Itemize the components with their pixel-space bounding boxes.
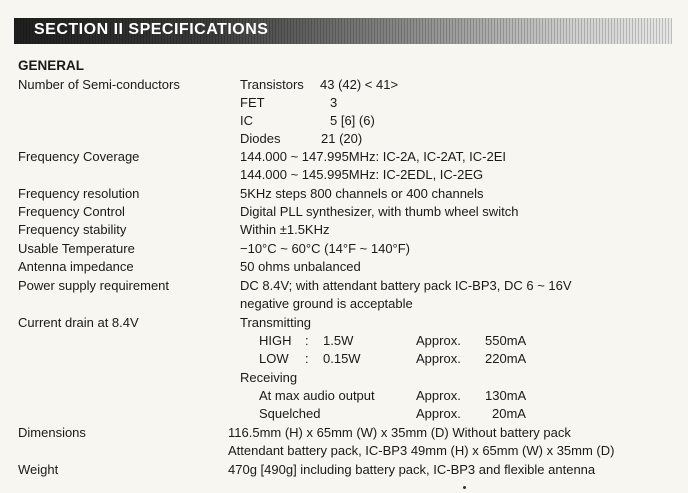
general-heading: GENERAL [18,58,85,73]
spec-value: Within ±1.5KHz [240,222,330,237]
section-title: SECTION II SPECIFICATIONS [34,21,269,38]
spec-value: 5KHz steps 800 channels or 400 channels [240,186,484,201]
spec-label: Current drain at 8.4V [18,315,139,330]
scan-speck [463,486,466,489]
mode-label: Squelched [259,406,321,421]
spec-label: Frequency stability [18,222,127,237]
spec-row-frequency-coverage-2 [18,166,678,184]
transmitting-label: Transmitting [240,315,312,330]
semiconductor-name: FET [240,95,265,110]
spec-value: DC 8.4V; with attendant battery pack IC-BP3, DC 6 ~ 16V [240,278,572,293]
spec-label: Usable Temperature [18,241,135,256]
spec-value: 50 ohms unbalanced [240,259,361,274]
semiconductor-count: 43 (42) < 41> [320,77,399,92]
current-row-max-audio [18,387,678,405]
spec-row-current-drain [18,314,678,332]
spec-value: 144.000 ~ 147.995MHz: IC-2A, IC-2AT, IC-2EI [240,149,507,164]
semiconductor-count: 3 [330,95,338,110]
spec-row-fet [18,94,678,112]
semiconductor-count: 21 (20) [321,131,363,146]
spec-row-ic [18,112,678,130]
spec-value: Attendant battery pack, IC-BP3 49mm (H) x 65mm (W) x 35mm (D) [228,443,615,458]
approx-label: Approx. [416,351,461,366]
spec-label: Frequency resolution [18,186,140,201]
approx-label: Approx. [416,388,461,403]
spec-row-frequency-stability [18,221,678,239]
spec-label: Frequency Coverage [18,149,140,164]
power-value: 1.5W [323,333,354,348]
spec-label: Antenna impedance [18,259,134,274]
mode-separator: : [305,351,309,366]
semiconductor-name: IC [240,113,253,128]
spec-label: Number of Semi-conductors [18,77,180,92]
current-value: 20mA [492,406,526,421]
spec-value: Digital PLL synthesizer, with thumb wheel switch [240,204,519,219]
current-row-low [18,350,678,368]
spec-value: −10°C ~ 60°C (14°F ~ 140°F) [240,241,411,256]
spec-value: 116.5mm (H) x 65mm (W) x 35mm (D) Without battery pack [228,425,571,440]
mode-label: At max audio output [259,388,375,403]
spec-row-dimensions [18,424,678,442]
mode-label: HIGH [259,333,292,348]
semiconductor-count: 5 [6] (6) [330,113,375,128]
spec-row-dimensions-2 [18,442,678,460]
mode-label: LOW [259,351,289,366]
spec-row-frequency-control [18,203,678,221]
current-value: 130mA [485,388,527,403]
spec-row-antenna-impedance [18,258,678,276]
current-row-receiving [18,369,678,387]
semiconductor-name: Diodes [240,131,281,146]
spec-label: Frequency Control [18,204,125,219]
current-value: 220mA [485,351,527,366]
spec-row-power-supply-2 [18,295,678,313]
spec-label: Weight [18,462,59,477]
spec-row-diodes [18,130,678,148]
receiving-label: Receiving [240,370,298,385]
spec-value: negative ground is acceptable [240,296,413,311]
spec-label: Power supply requirement [18,278,170,293]
spec-row-weight [18,461,678,479]
approx-label: Approx. [416,406,461,421]
section-banner [14,18,672,44]
semiconductor-name: Transistors [240,77,304,92]
spec-value: 470g [490g] including battery pack, IC-BP3 and flexible antenna [228,462,596,477]
approx-label: Approx. [416,333,461,348]
power-value: 0.15W [323,351,361,366]
spec-value: 144.000 ~ 145.995MHz: IC-2EDL, IC-2EG [240,167,484,182]
current-row-high [18,332,678,350]
spec-row-frequency-resolution [18,185,678,203]
spec-label: Dimensions [18,425,86,440]
current-value: 550mA [485,333,527,348]
spec-row-frequency-coverage [18,148,678,166]
spec-row-semiconductors [18,76,678,94]
spec-row-usable-temperature [18,240,678,258]
current-row-squelched [18,405,678,423]
mode-separator: : [305,333,309,348]
spec-row-power-supply [18,277,678,295]
